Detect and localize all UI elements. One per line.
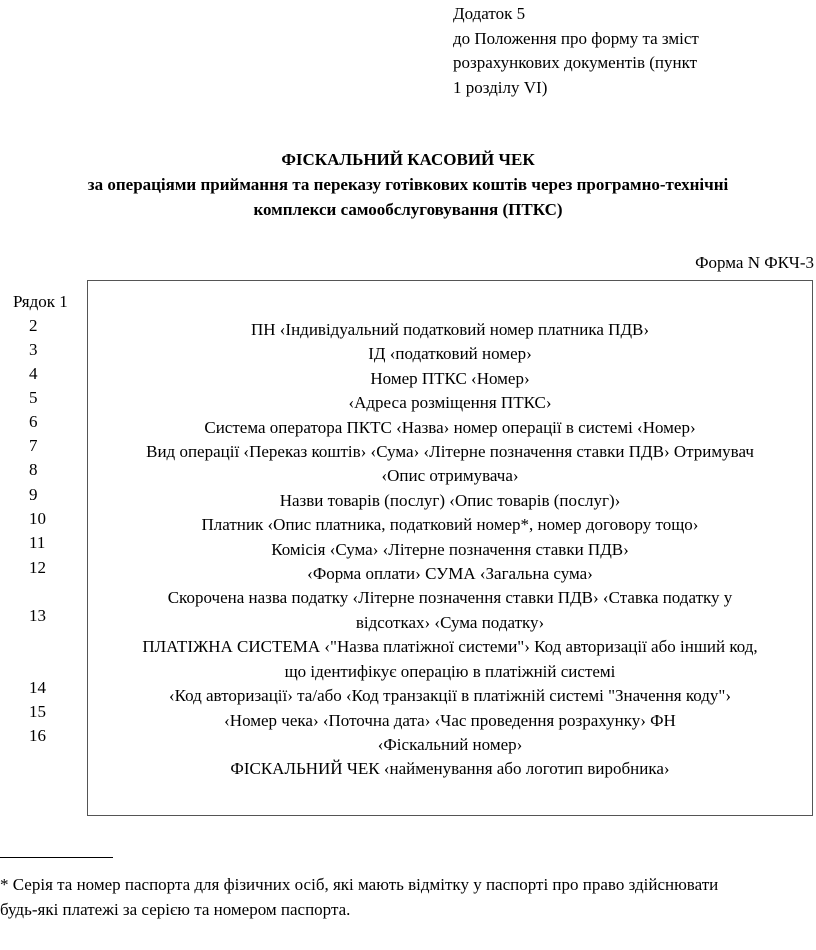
receipt-line: ‹Код авторизації› та/або ‹Код транзакції в платіжній системі "Значення коду"› <box>168 686 732 706</box>
appendix-line: Додаток 5 <box>453 4 526 23</box>
receipt-line: Номер ПТКС ‹Номер› <box>370 368 530 388</box>
receipt-template-box <box>87 280 813 816</box>
row-number: 15 <box>29 702 46 721</box>
footnote-divider <box>0 857 113 858</box>
row-number-first <box>13 290 68 314</box>
receipt-line: ‹Фіскальний номер› <box>377 734 523 754</box>
receipt-line: ‹Номер чека› ‹Поточна дата› ‹Час проведення розрахунку› ФН <box>224 710 676 730</box>
footnote <box>0 872 816 922</box>
document-title <box>0 147 816 222</box>
receipt-line: Вид операції ‹Переказ коштів› ‹Сума› ‹Літерне позначення ставки ПДВ› Отримувач <box>146 442 754 462</box>
receipt-line: відсотках› ‹Сума податку› <box>355 612 545 632</box>
appendix-line: розрахункових документів (пункт <box>453 53 698 72</box>
receipt-line: ‹Опис отримувача› <box>381 466 519 486</box>
receipt-line: ПН ‹Індивідуальний податковий номер платника ПДВ› <box>250 320 650 339</box>
row-label: Рядок <box>13 292 56 311</box>
row-number: 14 <box>29 678 46 697</box>
row-number: 4 <box>29 364 38 383</box>
receipt-line: Комісія ‹Сума› ‹Літерне позначення ставки ПДВ› <box>271 539 629 559</box>
receipt-line: ІД ‹податковий номер› <box>368 344 532 364</box>
appendix-note <box>453 2 699 100</box>
row-number: 8 <box>29 460 38 479</box>
row-number: 13 <box>29 606 46 625</box>
receipt-line: ‹Форма оплати› СУМА ‹Загальна сума› <box>307 564 593 584</box>
receipt-line: Система оператора ПКТС ‹Назва› номер операції в системі ‹Номер› <box>204 417 696 437</box>
title-sub-line: комплекси самообслуговування (ПТКС) <box>253 200 563 219</box>
row-number: 11 <box>29 533 46 552</box>
receipt-lines <box>88 318 812 782</box>
title-sub-line: за операціями приймання та переказу готівкових коштів через програмно-технічні <box>87 175 729 194</box>
appendix-line: до Положення про форму та зміст <box>453 28 699 48</box>
row-number: 12 <box>29 558 46 577</box>
footnote-line: * Серія та номер паспорта для фізичних осіб, які мають відмітку у паспорті про право здійснювати <box>0 875 719 894</box>
row-number: 9 <box>29 485 38 504</box>
row-number: 6 <box>29 412 38 431</box>
row-number: 5 <box>29 388 38 407</box>
receipt-line: ПЛАТІЖНА СИСТЕМА ‹"Назва платіжної системи"› Код авторизації або інший код, <box>142 637 758 657</box>
receipt-line: Платник ‹Опис платника, податковий номер*, номер договору тощо› <box>201 515 699 535</box>
row-number: 1 <box>59 292 68 311</box>
receipt-line: ‹Адреса розміщення ПТКС› <box>348 393 552 413</box>
form-number: Форма N ФКЧ-3 <box>695 253 814 272</box>
receipt-line: що ідентифікує операцію в платіжній системі <box>284 661 616 681</box>
receipt-line: Назви товарів (послуг) ‹Опис товарів (послуг)› <box>279 490 621 510</box>
footnote-line: будь-які платежі за серією та номером паспорта. <box>0 900 351 919</box>
appendix-line: 1 розділу VI) <box>453 77 548 97</box>
receipt-line: ФІСКАЛЬНИЙ ЧЕК ‹найменування або логотип виробника› <box>230 759 670 779</box>
row-number: 7 <box>29 436 38 455</box>
row-number: 10 <box>29 509 46 528</box>
row-number: 2 <box>29 316 38 335</box>
title-main: ФІСКАЛЬНИЙ КАСОВИЙ ЧЕК <box>281 150 535 169</box>
row-number: 16 <box>29 726 46 745</box>
row-number: 3 <box>29 340 38 359</box>
receipt-line: Скорочена назва податку ‹Літерне позначення ставки ПДВ› ‹Ставка податку у <box>167 588 733 608</box>
